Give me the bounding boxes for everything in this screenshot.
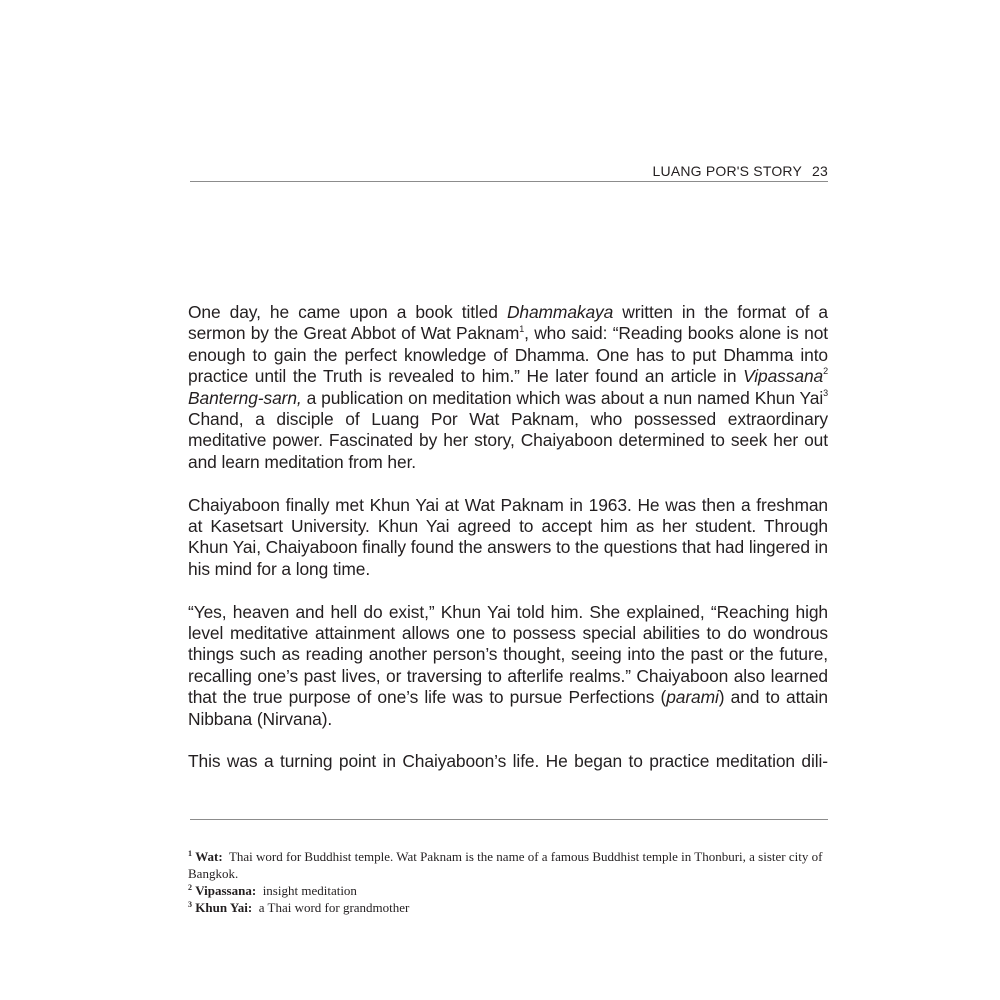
footnote-ref-2[interactable]: 2 <box>823 366 828 377</box>
paragraph-3 <box>188 602 828 730</box>
p1-text-g: a publication on meditation which was about a nun named Khun Yai <box>301 387 824 408</box>
footnote-text: a Thai word for grandmother <box>258 900 410 915</box>
header-rule <box>190 181 828 182</box>
running-title: LUANG POR'S STORY <box>652 163 803 179</box>
p1-text-a: One day, he came upon a book titled <box>188 302 507 322</box>
footnote-3 <box>188 899 828 916</box>
footnote-text: Thai word for Buddhist temple. Wat Paknam is the name of a famous Buddhist temple in Thonburi, a sister city of Bangkok. <box>188 849 823 881</box>
footnote-number: 1 <box>188 848 192 858</box>
paragraph-1 <box>188 302 828 473</box>
page-number: 23 <box>812 163 828 179</box>
footnotes <box>188 848 828 916</box>
footnote-ref-1[interactable]: 1 <box>519 323 525 334</box>
p1-text-d: , who said: “Reading books alone is not enough to gain the perfect knowledge of Dhamma. One has to put Dhamma into practice until the Truth is revealed to him.” He later found an article in <box>188 323 828 387</box>
footnote-text: insight meditation <box>262 883 357 898</box>
footnote-1 <box>188 848 828 882</box>
paragraph-4: This was a turning point in Chaiyaboon’s life. He began to practice meditation dili- <box>188 751 828 772</box>
footnote-2 <box>188 882 828 899</box>
book-title-dhammakaya: Dhammakaya <box>506 302 614 322</box>
p3-text-c: ) and to attain Nibbana (Nirvana). <box>188 687 828 729</box>
publication-title-vipassana: Vipassana <box>743 366 824 387</box>
body-text <box>188 302 828 773</box>
footnote-term: Vipassana: <box>195 883 257 898</box>
footnote-rule <box>190 819 828 820</box>
footnote-ref-3[interactable]: 3 <box>823 387 828 398</box>
running-header <box>190 163 828 179</box>
p3-text-a: “Yes, heaven and hell do exist,” Khun Yai told him. She explained, “Reaching high level meditative attainment allows one to possess special abilities to do wondrous things such as reading another person’s thought, seeing into the past or the future, recalling one’s past lives, or traversing to afterlife realms.” Chaiyaboon also learned that the true purpose of one’s life was to pursue Perfections ( <box>188 601 828 708</box>
publication-title-banterngsarn: Banterng-sarn, <box>188 387 302 408</box>
footnote-term: Khun Yai: <box>195 900 253 915</box>
footnote-number: 2 <box>188 882 192 892</box>
p1-text-h: Chand, a disciple of Luang Por Wat Paknam, who possessed extraordinary meditative power. Fascinated by her story, Chaiyaboon determined to seek her out and learn meditation from her. <box>188 409 828 472</box>
p1-text-c: written in the format of a sermon by the Great Abbot of Wat Paknam <box>188 302 828 344</box>
term-parami: parami <box>666 687 719 708</box>
footnote-term: Wat: <box>195 849 223 864</box>
paragraph-2: Chaiyaboon finally met Khun Yai at Wat Paknam in 1963. He was then a freshman at Kasetsart University. Khun Yai agreed to accept him as her student. Through Khun Yai, Chaiyaboon finally found the answers to the questions that had lingered in his mind for a long time. <box>188 494 828 579</box>
footnote-number: 3 <box>188 899 192 909</box>
